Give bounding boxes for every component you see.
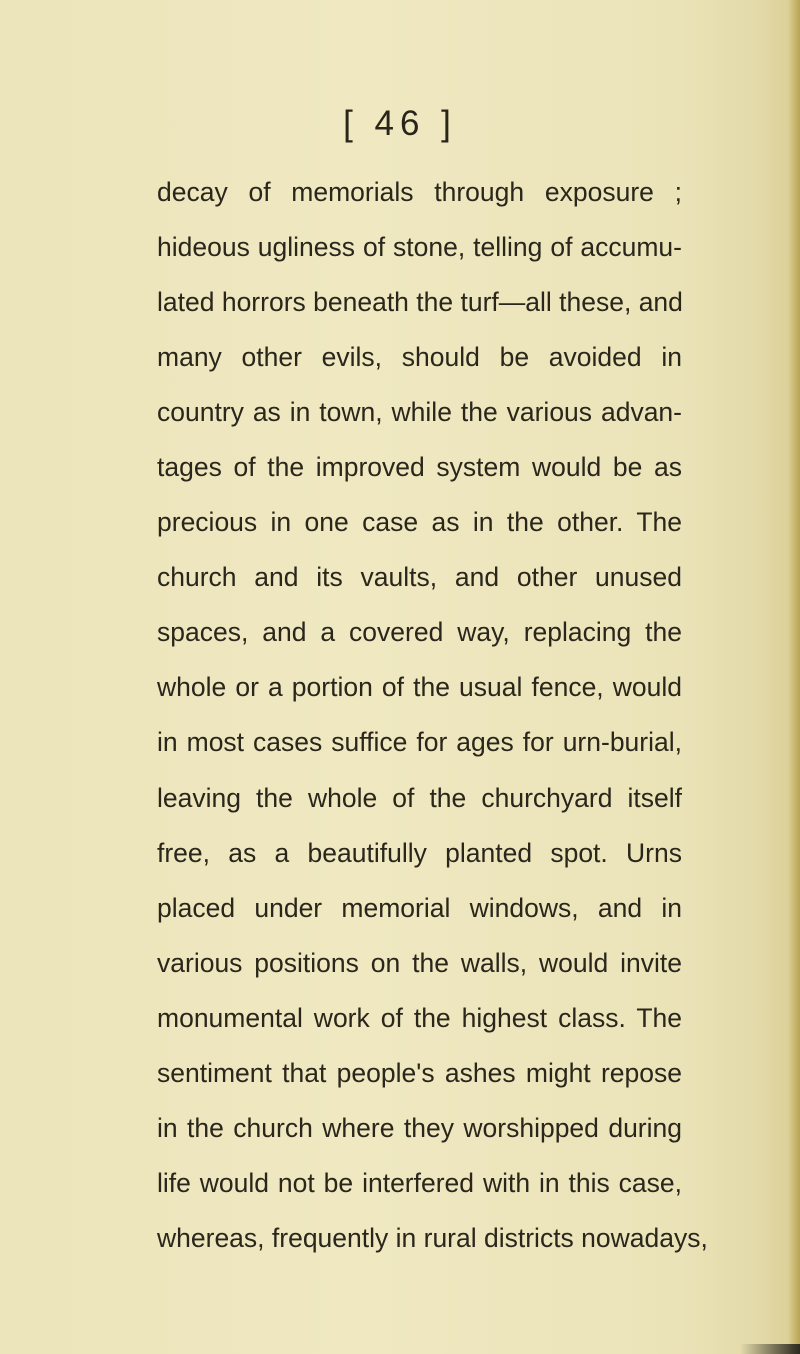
text-line: hideous ugliness of stone, telling of accumu- bbox=[157, 232, 682, 263]
text-line: monumental work of the highest class. The bbox=[157, 1002, 682, 1033]
text-line: placed under memorial windows, and in bbox=[157, 892, 682, 923]
body-text bbox=[157, 165, 708, 1266]
text-line: spaces, and a covered way, replacing the bbox=[157, 617, 682, 648]
text-line: free, as a beautifully planted spot. Urns bbox=[157, 837, 682, 868]
text-line: lated horrors beneath the turf—all these, and bbox=[157, 287, 683, 318]
text-line: many other evils, should be avoided in bbox=[157, 342, 682, 373]
text-line: various positions on the walls, would invite bbox=[157, 947, 682, 978]
text-line: sentiment that people's ashes might repose bbox=[157, 1057, 682, 1088]
text-line: life would not be interfered with in this case, bbox=[157, 1167, 682, 1198]
page-number: [ 46 ] bbox=[343, 104, 457, 143]
text-line: leaving the whole of the churchyard itself bbox=[157, 782, 682, 813]
text-line: whole or a portion of the usual fence, would bbox=[157, 672, 682, 703]
page-edge-shadow bbox=[788, 0, 800, 1354]
text-line: church and its vaults, and other unused bbox=[157, 562, 682, 593]
text-line: tages of the improved system would be as bbox=[157, 452, 682, 483]
text-line: whereas, frequently in rural districts nowadays, bbox=[157, 1222, 708, 1253]
text-line: country as in town, while the various advan- bbox=[157, 397, 682, 428]
text-line: precious in one case as in the other. The bbox=[157, 507, 682, 538]
text-line: in the church where they worshipped during bbox=[157, 1112, 682, 1143]
page-corner-shadow bbox=[740, 1344, 800, 1354]
text-line: decay of memorials through exposure ; bbox=[157, 177, 682, 207]
text-line: in most cases suffice for ages for urn-burial, bbox=[157, 727, 682, 758]
